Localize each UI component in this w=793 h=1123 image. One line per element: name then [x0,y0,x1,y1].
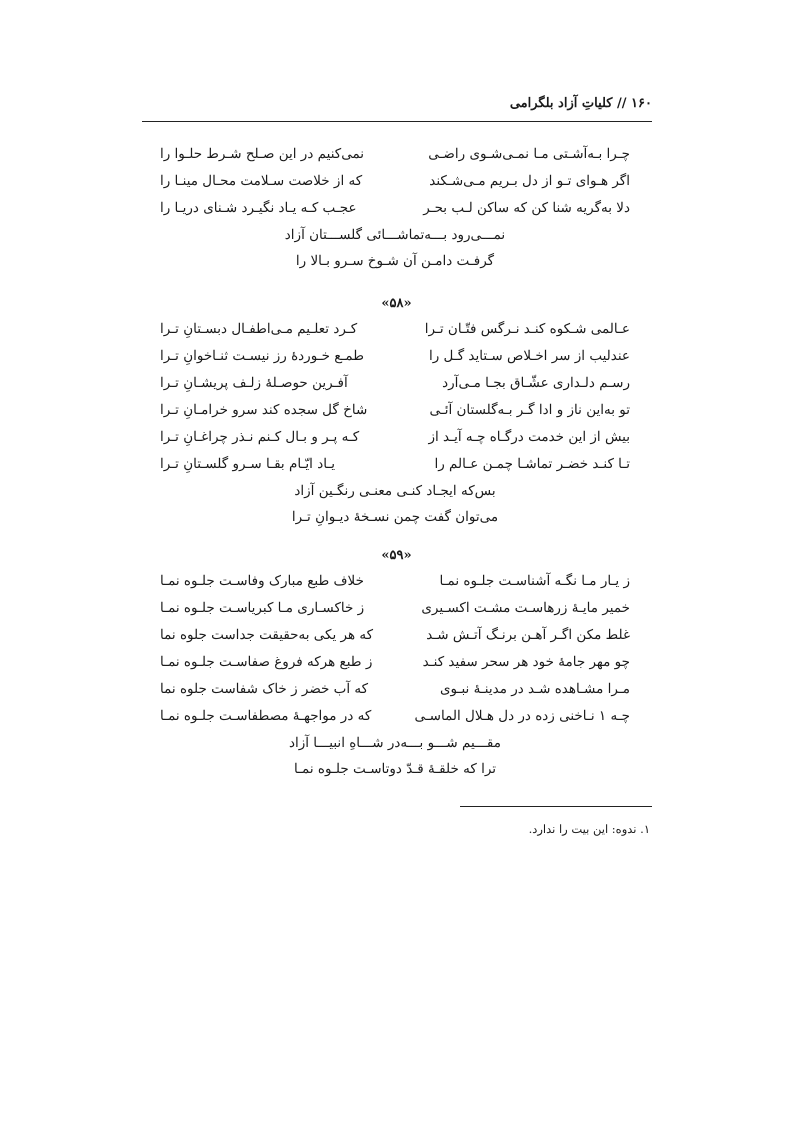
couplet [160,708,630,735]
poem-number-59: «۵۹» [381,548,412,563]
hemistich-first: مـرا مشـاهده شـد در مدینـهٔ نبـوی [439,681,630,697]
couplet [160,600,630,627]
hemistich-second: که آب خضر ز خاک شفاست جلوه نما [160,681,369,697]
couplet [160,654,630,681]
hemistich-second: کـه پـر و بـال کـنم نـذر چراغـانِ تـرا [160,429,360,445]
footnote-divider [460,806,652,807]
hemistich-second: که هر یکی به‌حقیقت جداست جلوه نما [160,627,374,643]
couplet [160,402,630,429]
hemistich-second: خلاف طبع مبارک وفاسـت جلـوه نمـا [160,573,364,589]
hemistich-first: رسـم دلـداری عشّـاق بجـا مـی‌آرد [442,375,630,391]
hemistich-first: بیش از این خدمت درگـاه چـه آیـد از [428,429,630,445]
hemistich-first: عـالمی شـکوه کنـد نـرگس فتّـان تـرا [424,321,630,337]
couplet [160,681,630,708]
hemistich-first: ز یـار مـا نگـه آشناسـت جلـوه نمـا [439,573,630,589]
hemistich-second: نمی‌کنیم در این صـلح شـرط حلـوا را [160,146,365,162]
running-header: ۱۶۰ // کلیاتِ آزاد بلگرامی [509,96,652,111]
couplet [160,200,630,227]
poem-58 [160,321,630,535]
hemistich-second: ز خاکسـاری مـا کبریاسـت جلـوه نمـا [160,600,365,616]
hemistich-second: شاخ گل سجده کند سرو خرامـانِ تـرا [160,402,368,418]
hemistich-first: تـا کنـد خضـر تماشـا چمـن عـالم را [434,456,630,472]
page-header [142,96,652,120]
couplet [160,348,630,375]
couplet [160,429,630,456]
hemistich-first: اگر هـوای تـو از دل بـریم مـی‌شـکند [429,173,630,189]
hemistich-second: که در مواجهـهٔ مصطفاسـت جلـوه نمـا [160,708,372,724]
closing-line: نمـــی‌رود بـــه‌تماشـــائی گلســـتان آزاد [284,227,506,243]
poem-1 [160,146,630,279]
hemistich-second: ز طبع هرکه فروغ صفاسـت جلـوه نمـا [160,654,373,670]
poem-59 [160,573,630,787]
couplet [160,573,630,600]
hemistich-first: چـه ۱ نـاخنی زده در دل هـلال الماسـی [414,708,630,724]
closing-line: ترا که خلقـهٔ قـدّ دوتاسـت جلـوه نمـا [293,761,497,777]
hemistich-first: عندلیب از سر اخـلاص سـتاید گـل را [428,348,630,364]
couplet [160,627,630,654]
header-divider [142,121,652,122]
hemistich-second: یـاد ایّـام بقـا سـرو گلسـتانِ تـرا [160,456,336,472]
couplet [160,456,630,483]
closing-line: مقـــیم شـــو بـــه‌در شـــاهِ انبیـــا آزاد [288,735,501,751]
closing-line: می‌توان گفت چمن نسـخهٔ دیـوانِ تـرا [291,509,499,525]
hemistich-first: چو مهر جامهٔ خود هر سحر سفید کنـد [422,654,630,670]
closing-line: بس‌که ایجـاد کنـی معنـی رنگـین آزاد [294,483,496,499]
poem-number-58: «۵۸» [381,296,412,311]
hemistich-first: خمیر مایـهٔ زرهاسـت مشـت اکسـیری [421,600,630,616]
closing-line: گرفـت دامـن آن شـوخ سـرو بـالا را [295,253,495,269]
hemistich-first: چـرا بـه‌آشـتی مـا نمـی‌شـوی راضـی [428,146,630,162]
hemistich-second: عجـب کـه یـاد نگیـرد شـنای دریـا را [160,200,357,216]
couplet [160,146,630,173]
hemistich-first: تو به‌این ناز و ادا گـر بـه‌گلستان آئـی [429,402,630,418]
couplet [160,321,630,348]
hemistich-second: کـرد تعلـیم مـی‌اطفـال دبسـتانِ تـرا [160,321,358,337]
hemistich-first: دلا به‌گریه شنا کن که ساکن لـب بحـر [423,200,630,216]
hemistich-second: آفـرین حوصـلهٔ زلـف پریشـانِ تـرا [160,375,348,391]
footnote: ۱. ندوه: این بیت را ندارد. [528,822,650,836]
hemistich-first: غلط مکن اگـر آهـن برنـگ آتـش شـد [426,627,630,643]
couplet [160,375,630,402]
hemistich-second: طمـع خـوردهٔ رز نیسـت ثنـاخوانِ تـرا [160,348,364,364]
couplet [160,173,630,200]
hemistich-second: که از خلاصت سـلامت محـال مینـا را [160,173,363,189]
